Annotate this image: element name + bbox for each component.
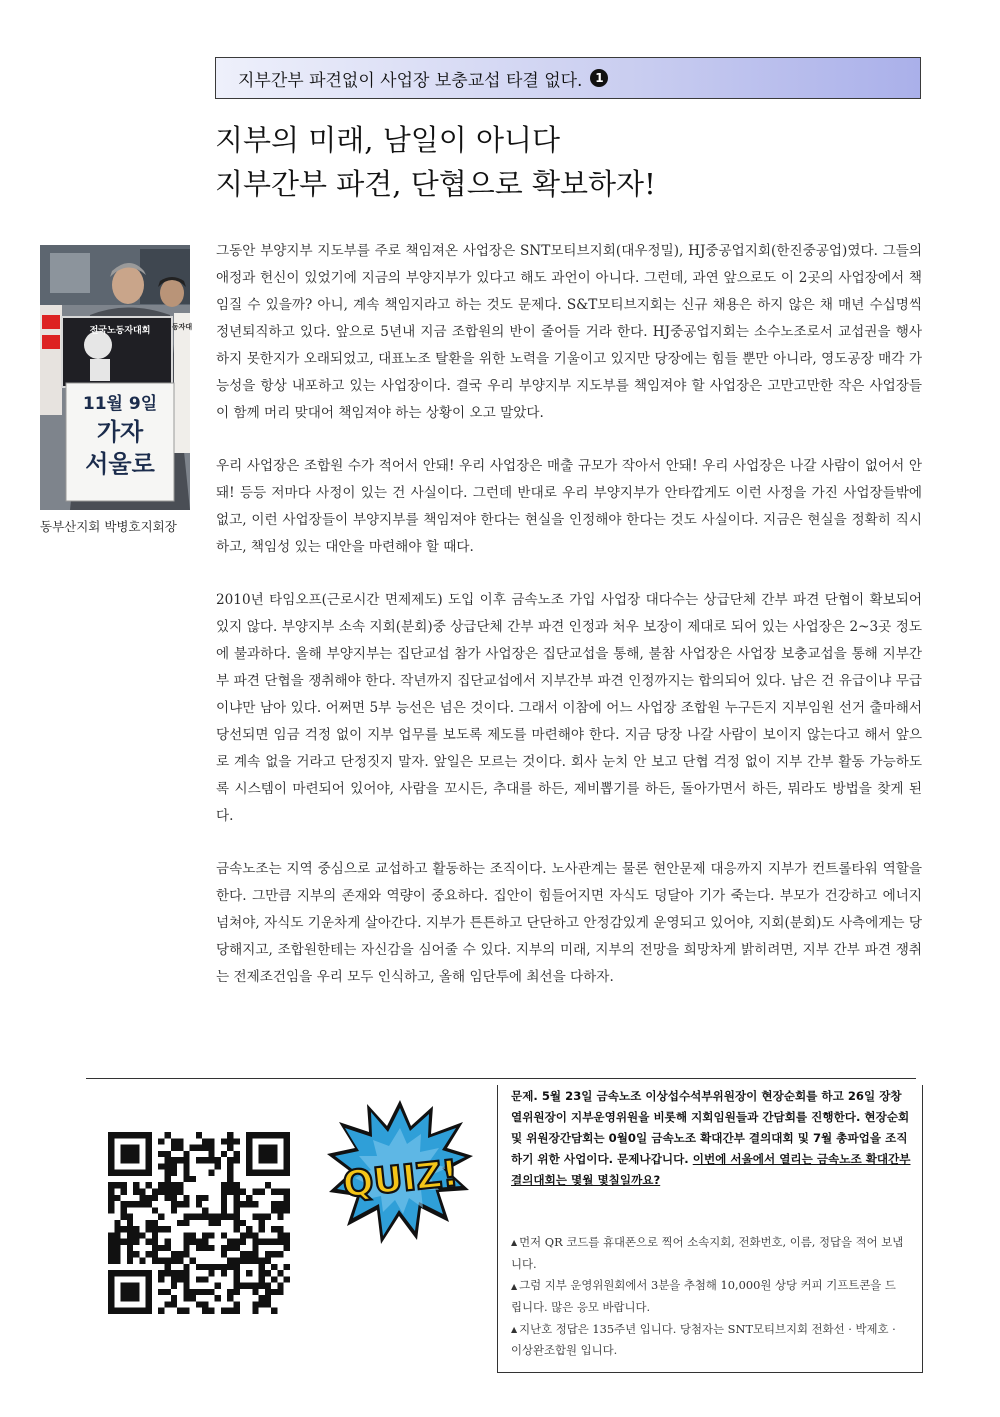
quiz-badge-text: QUIZ! [340, 1153, 461, 1206]
sign-text-go: 가자 [96, 418, 144, 446]
quiz-note-text: 먼저 QR 코드를 휴대폰으로 찍어 소속지회, 전화번호, 이름, 정답을 적어 보냅니다. [511, 1235, 904, 1271]
quiz-note-text: 지난호 정답은 135주년 입니다. 당첨자는 SNT모티브지회 전화선 · 박제호 · 이상완조합원 입니다. [511, 1321, 896, 1358]
number-badge: 1 [590, 69, 608, 87]
note-bullet-icon: ▲ [511, 1324, 518, 1334]
article-body [216, 238, 922, 1017]
quiz-badge [325, 1098, 475, 1248]
paragraph: 2010년 타임오프(근로시간 면제제도) 도입 이후 금속노조 가입 사업장 대다수는 상급단체 간부 파견 단협이 확보되어 있지 않다. 부양지부 소속 지회(분회)중 상급단체 간부 파견 인정과 처우 보장이 제대로 되어 있는 사업장은 2~3곳 정도에 불과하다. 올해 부양지부는 집단교섭 참가 사업장은 집단교섭을 통해, 불참 사업장은 사업장 보충교섭을 통해 지부간부 파견 단협을 쟁취해야 한다. 작년까지 집단교섭에서 지부간부 파견 인정까지는 합의되어 있다. 남은 건 유급이냐 무급이냐만 남아 있다. 어쩌면 5부 능선은 넘은 것이다. 그래서 이참에 어느 사업장 조합원 누구든지 지부임원 선거 출마해서 당선되면 임금 걱정 없이 지부 업무를 보도록 제도를 마련해야 한다. 지금 당장 나갈 사람이 보이지 않는다고 해서 앞으로 계속 없을 거라고 단정짓지 말자. 앞일은 모르는 것이다. 회사 눈치 안 보고 단협 걱정 없이 지부 간부 활동 가능하도록 시스템이 마련되어 있어야, 사람을 꼬시든, 추대를 하든, 제비뽑기를 하든, 돌아가면서 하든, 뭐라도 방법을 찾게 된다. [216, 592, 922, 824]
sign-text-seoul: 서울로 [85, 450, 155, 478]
section-banner [215, 57, 921, 99]
quiz-note-item [511, 1232, 906, 1275]
poster-title: 전국노동자대회 [89, 326, 151, 336]
photo-caption: 동부산지회 박병호지회장 [40, 519, 177, 534]
headline-line-1: 지부의 미래, 남일이 아니다 [215, 123, 561, 157]
photo-protester [40, 245, 193, 510]
paragraph: 우리 사업장은 조합원 수가 적어서 안돼! 우리 사업장은 매출 규모가 작아서 안돼! 우리 사업장은 나갈 사람이 없어서 안돼! 등등 저마다 사정이 있는 건 사실이다. 그런데 반대로 우리 부양지부가 안타깝게도 이런 사정을 가진 사업장들밖에 없고, 이런 사업장들이 부양지부를 책임져야 한다는 현실을 인정해야 한다는 것도 사실이다. 지금은 현실을 정확히 직시하고, 책임성 있는 대안을 마련해야 할 때다. [216, 458, 922, 555]
quiz-question-highlight: 이번에 서울에서 열리는 금속노조 확대간부 결의대회는 몇월 몇칠일까요? [511, 1152, 911, 1187]
qr-code[interactable] [108, 1132, 290, 1314]
quiz-note-item [511, 1319, 906, 1362]
quiz-question [511, 1086, 911, 1191]
qr-code-graphic [108, 1132, 290, 1314]
paragraph: 금속노조는 지역 중심으로 교섭하고 활동하는 조직이다. 노사관계는 물론 현안문제 대응까지 지부가 컨트롤타워 역할을 한다. 그만큼 지부의 존재와 역량이 중요하다. 집안이 힘들어지면 자식도 덩달아 기가 죽는다. 부모가 건강하고 에너지 넘쳐야, 자식도 기운차게 살아간다. 지부가 튼튼하고 단단하고 안정감있게 운영되고 있어야, 지회(분회)도 사측에게는 당당해지고, 조합원한테는 자신감을 심어줄 수 있다. 지부의 미래, 지부의 전망을 희망차게 밝히려면, 지부 간부 파견 쟁취는 전제조건임을 우리 모두 인식하고, 올해 임단투에 최선을 다하자. [216, 861, 922, 985]
banner-text: 지부간부 파견없이 사업장 보충교섭 타결 없다. [238, 70, 583, 91]
divider [86, 1078, 916, 1079]
quiz-note-text: 그럼 지부 운영위원회에서 3분을 추첨해 10,000원 상당 커피 기프트콘을 드립니다. 많은 응모 바랍니다. [511, 1278, 896, 1314]
quiz-note-item [511, 1275, 906, 1318]
note-bullet-icon: ▲ [511, 1238, 518, 1248]
quiz-notes [511, 1232, 906, 1362]
poster-side-text: 동자대 [171, 323, 193, 331]
quiz-question-text: 문제. 5월 23일 금속노조 이상섭수석부위원장이 현장순회를 하고 26일 장창열위원장이 지부운영위원을 비롯해 지회임원들과 간담회를 진행한다. 현장순회 및 위원장간담회는 0월0일 금속노조 확대간부 결의대회 및 7월 총파업을 조직하기 위한 사업이다. 문제나갑니다. [511, 1089, 910, 1166]
quiz-burst-icon [325, 1098, 475, 1248]
note-bullet-icon: ▲ [511, 1281, 518, 1291]
headline [215, 118, 656, 206]
paragraph: 그동안 부양지부 지도부를 주로 책임져온 사업장은 SNT모티브지회(대우정밀), HJ중공업지회(한진중공업)였다. 그들의 애정과 헌신이 있었기에 지금의 부양지부가 있다고 해도 과언이 아니다. 그런데, 과연 앞으로도 이 2곳의 사업장에서 책임질 수 있을까? 아니, 계속 책임지라고 하는 것도 문제다. S&T모티브지회는 신규 채용은 하지 않은 채 매년 수십명씩 정년퇴직하고 있다. 앞으로 5년내 지금 조합원의 반이 줄어들 거라 한다. HJ중공업지회는 소수노조로서 교섭권을 행사하지 못한지가 오래되었고, 대표노조 탈환을 위한 노력을 기울이고 있지만 당장에는 힘들 뿐만 아니라, 영도공장 매각 가능성을 항상 내포하고 있는 사업장이다. 결국 우리 부양지부 지도부를 책임져야 할 사업장은 고만고만한 작은 사업장들이 함께 머리 맞대어 책임져야 하는 상황이 오고 말았다. [216, 243, 922, 421]
photo-illustration [40, 245, 193, 510]
headline-line-2: 지부간부 파견, 단협으로 확보하자! [215, 167, 656, 201]
sign-text-date: 11월 9일 [82, 394, 158, 414]
